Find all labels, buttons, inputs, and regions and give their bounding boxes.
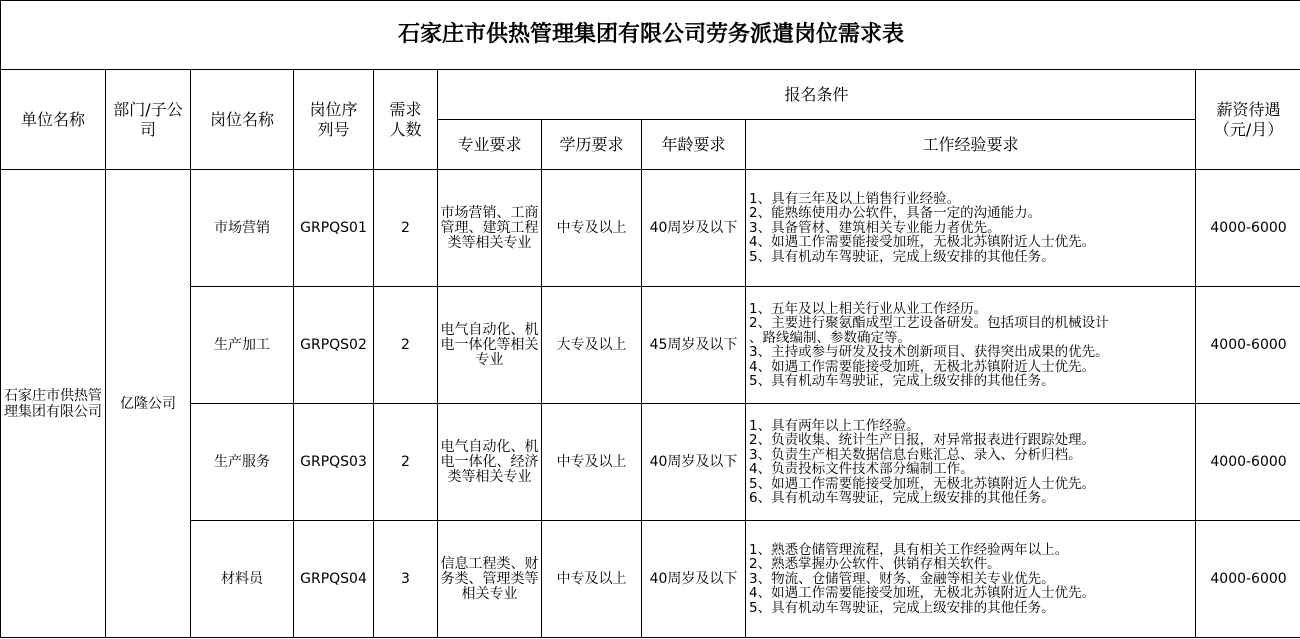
table-title: 石家庄市供热管理集团有限公司劳务派遣岗位需求表 bbox=[1, 1, 1300, 70]
salary: 4000-6000 bbox=[1196, 404, 1300, 521]
header-dept: 部门/子公司 bbox=[106, 70, 191, 170]
major: 电气自动化、机电一体化、经济类等相关专业 bbox=[438, 404, 542, 521]
education: 中专及以上 bbox=[542, 170, 642, 287]
header-conditions: 报名条件 bbox=[438, 70, 1196, 120]
header-count: 需求人数 bbox=[374, 70, 438, 170]
header-position: 岗位名称 bbox=[191, 70, 294, 170]
count: 3 bbox=[374, 521, 438, 638]
education: 中专及以上 bbox=[542, 404, 642, 521]
age: 40周岁及以下 bbox=[642, 521, 746, 638]
experience: 1、具有三年及以上销售行业经验。 2、能熟练使用办公软件，具备一定的沟通能力。 3、具备管材、建筑相关专业能力者优先。 4、如遇工作需要能接受加班，无极北苏镇附近人士优先。 5、具有机动车驾驶证，完成上级安排的其他任务。 bbox=[746, 170, 1196, 287]
count: 2 bbox=[374, 404, 438, 521]
age: 45周岁及以下 bbox=[642, 287, 746, 404]
table-row bbox=[1, 404, 1300, 521]
dept-name: 亿隆公司 bbox=[106, 170, 191, 638]
header-unit: 单位名称 bbox=[1, 70, 106, 170]
table-row bbox=[1, 521, 1300, 638]
table-row bbox=[1, 170, 1300, 287]
major: 电气自动化、机电一体化等相关专业 bbox=[438, 287, 542, 404]
age: 40周岁及以下 bbox=[642, 404, 746, 521]
major: 市场营销、工商管理、建筑工程类等相关专业 bbox=[438, 170, 542, 287]
age: 40周岁及以下 bbox=[642, 170, 746, 287]
experience: 1、具有两年以上工作经验。 2、负责收集、统计生产日报，对异常报表进行跟踪处理。 3、负责生产相关数据信息台账汇总、录入、分析归档。 4、负责投标文件技术部分编制工作。 5、如遇工作需要能接受加班，无极北苏镇附近人士优先。 6、具有机动车驾驶证，完成上级安排的其他任务。 bbox=[746, 404, 1196, 521]
salary: 4000-6000 bbox=[1196, 521, 1300, 638]
position: 生产服务 bbox=[191, 404, 294, 521]
table-row bbox=[1, 287, 1300, 404]
header-major: 专业要求 bbox=[438, 120, 542, 170]
count: 2 bbox=[374, 170, 438, 287]
salary: 4000-6000 bbox=[1196, 170, 1300, 287]
position: 市场营销 bbox=[191, 170, 294, 287]
code: GRPQS03 bbox=[294, 404, 374, 521]
code: GRPQS01 bbox=[294, 170, 374, 287]
header-code: 岗位序列号 bbox=[294, 70, 374, 170]
education: 中专及以上 bbox=[542, 521, 642, 638]
education: 大专及以上 bbox=[542, 287, 642, 404]
code: GRPQS04 bbox=[294, 521, 374, 638]
header-education: 学历要求 bbox=[542, 120, 642, 170]
experience: 1、熟悉仓储管理流程，具有相关工作经验两年以上。 2、熟悉掌握办公软件、供销存相关软件。 3、物流、仓储管理、财务、金融等相关专业优先。 4、如遇工作需要能接受加班，无极北苏镇附近人士优先。 5、具有机动车驾驶证，完成上级安排的其他任务。 bbox=[746, 521, 1196, 638]
salary: 4000-6000 bbox=[1196, 287, 1300, 404]
position: 材料员 bbox=[191, 521, 294, 638]
position: 生产加工 bbox=[191, 287, 294, 404]
unit-name: 石家庄市供热管理集团有限公司 bbox=[1, 170, 106, 638]
experience: 1、五年及以上相关行业从业工作经历。 2、主要进行聚氨酯成型工艺设备研发。包括项目的机械设计 、路线编制、参数确定等。 3、主持或参与研发及技术创新项目、获得突出成果的优先。 4、如遇工作需要能接受加班，无极北苏镇附近人士优先。 5、具有机动车驾驶证，完成上级安排的其他任务。 bbox=[746, 287, 1196, 404]
major: 信息工程类、财务类、管理类等相关专业 bbox=[438, 521, 542, 638]
count: 2 bbox=[374, 287, 438, 404]
header-age: 年龄要求 bbox=[642, 120, 746, 170]
header-experience: 工作经验要求 bbox=[746, 120, 1196, 170]
code: GRPQS02 bbox=[294, 287, 374, 404]
header-salary: 薪资待遇（元/月） bbox=[1196, 70, 1300, 170]
